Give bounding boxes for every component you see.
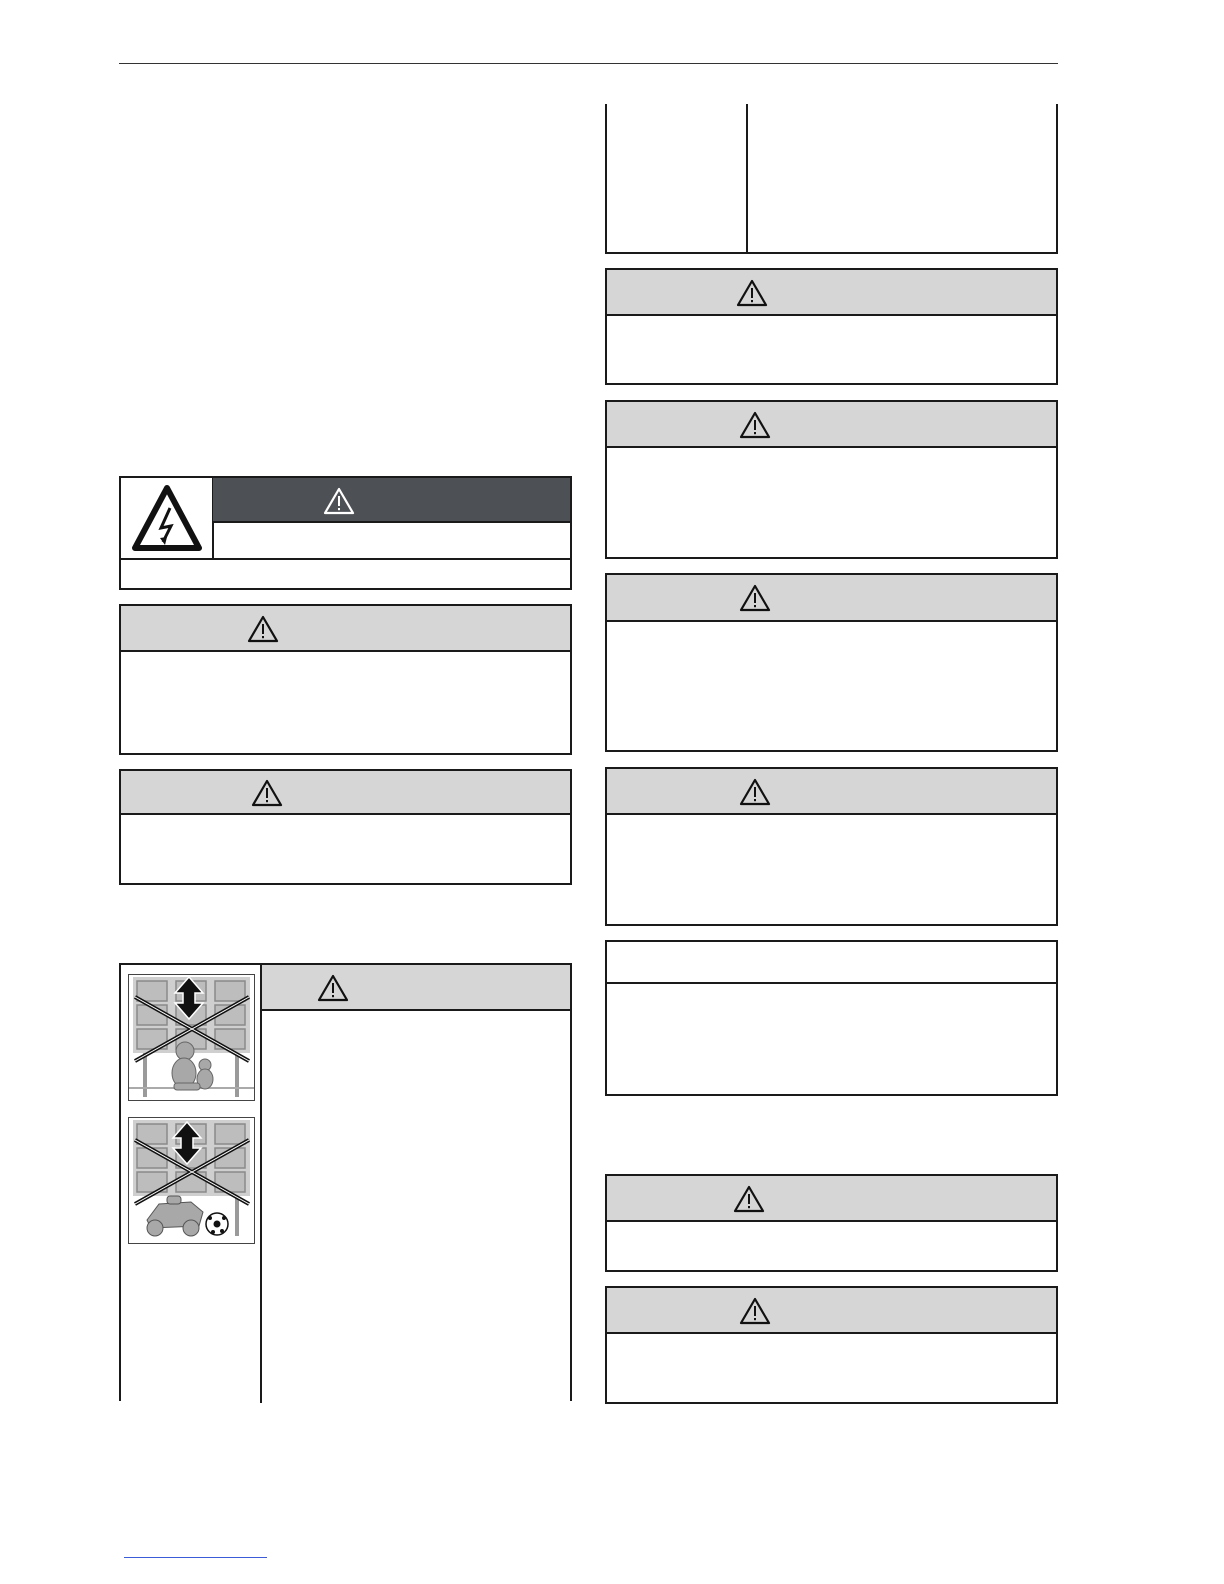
electric-shock-icon [131, 484, 203, 552]
electric-warning-box [119, 476, 572, 590]
warning-box-right-5 [605, 1174, 1058, 1272]
table-column-divider [746, 104, 748, 252]
warning-header [607, 1288, 1056, 1334]
warning-box-left-2 [119, 769, 572, 885]
warning-header [262, 965, 570, 1011]
pictogram-divider [260, 965, 262, 1403]
warning-header [607, 1176, 1056, 1222]
notice-box-right [605, 940, 1058, 1096]
no-child-under-door-icon [128, 974, 255, 1101]
warning-header [607, 402, 1056, 448]
electric-warning-header [213, 478, 570, 523]
footer-link[interactable] [124, 1557, 267, 1558]
warning-triangle-icon [739, 583, 771, 613]
warning-header [121, 771, 570, 815]
electric-box-divider [121, 558, 570, 560]
door-safety-box [119, 963, 572, 1401]
warning-header [607, 769, 1056, 815]
warning-box-right-4 [605, 767, 1058, 926]
warning-triangle-icon [251, 778, 283, 808]
warning-header [607, 575, 1056, 622]
warning-box-right-2 [605, 400, 1058, 559]
continued-table [605, 104, 1058, 254]
warning-triangle-icon [736, 278, 768, 308]
warning-triangle-icon [317, 973, 349, 1003]
warning-box-left-1 [119, 604, 572, 755]
warning-triangle-icon [739, 410, 771, 440]
warning-triangle-icon [739, 1296, 771, 1326]
warning-header [121, 606, 570, 652]
notice-header [607, 942, 1056, 984]
warning-triangle-icon [323, 486, 355, 516]
warning-triangle-icon [733, 1184, 765, 1214]
warning-box-right-1 [605, 268, 1058, 385]
warning-box-right-6 [605, 1286, 1058, 1404]
no-toy-under-door-icon [128, 1117, 255, 1244]
warning-header [607, 270, 1056, 316]
warning-triangle-icon [247, 614, 279, 644]
warning-box-right-3 [605, 573, 1058, 752]
header-rule [119, 63, 1058, 64]
warning-triangle-icon [739, 777, 771, 807]
